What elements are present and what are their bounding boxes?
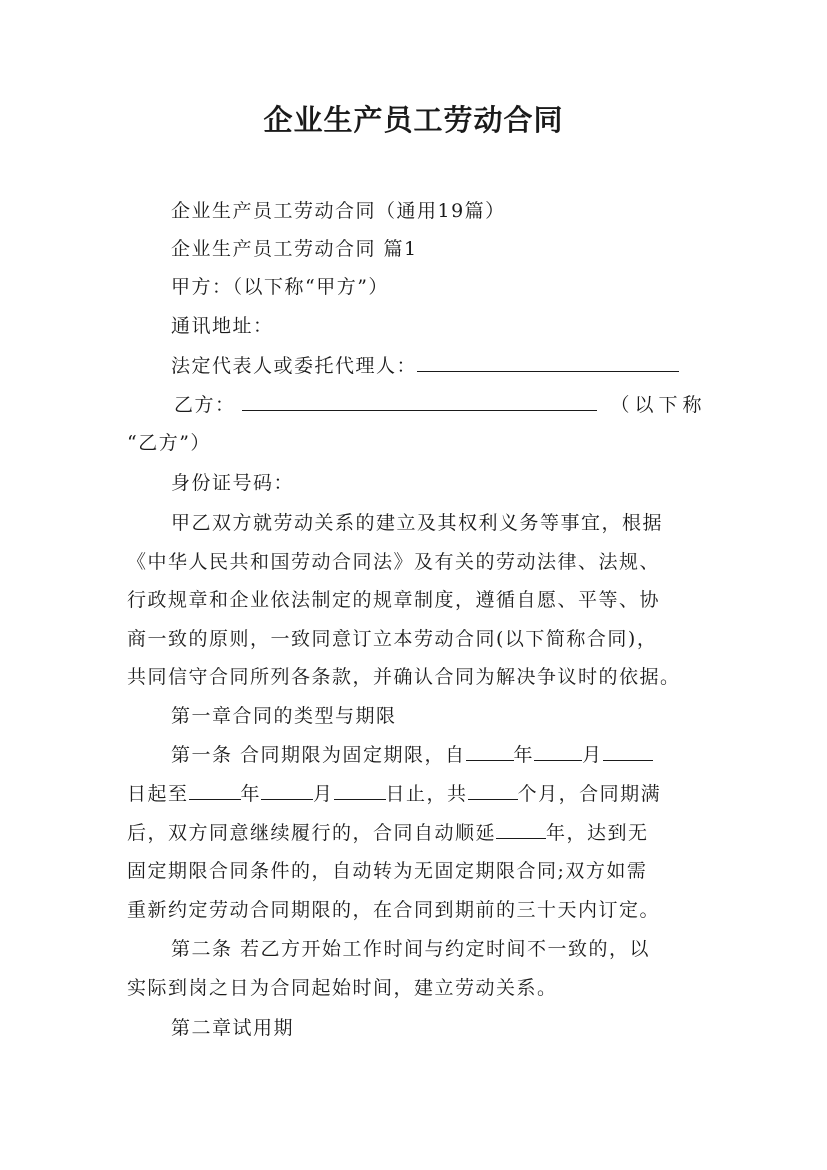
legal-rep-label: 法定代表人或委托代理人：: [171, 355, 418, 377]
address-line: 通讯地址：: [171, 315, 274, 337]
legal-rep-blank: [417, 353, 679, 372]
article-1-line-4: 固定期限合同条件的，自动转为无固定期限合同;双方如需: [127, 860, 648, 882]
party-b-label: 乙方：: [174, 394, 236, 416]
legal-rep-line: [171, 353, 761, 379]
article-1-line-2: [127, 781, 717, 807]
day-until-label: 日止，共: [385, 783, 468, 805]
party-b-blank: [242, 392, 597, 411]
year-label: 年: [513, 744, 535, 766]
part-heading: 企业生产员工劳动合同 篇1: [171, 238, 418, 260]
party-b-line: [174, 392, 764, 418]
month-label: 月: [582, 744, 603, 766]
intro-line: 《中华人民共和国劳动合同法》及有关的劳动法律、法规、: [127, 551, 661, 573]
end-year-blank: [189, 781, 241, 800]
article-2-line: 实际到岗之日为合同起始时间，建立劳动关系。: [127, 977, 558, 999]
party-b-line2: “乙方”）: [127, 432, 211, 454]
article-2-line: 第二条 若乙方开始工作时间与约定时间不一致的，以: [171, 938, 651, 960]
end-month-label: 月: [313, 783, 334, 805]
article-1-line-1: [171, 742, 761, 768]
party-b-suffix: （以下称: [610, 394, 707, 416]
end-year-label: 年: [240, 783, 262, 805]
day-blank: [603, 742, 653, 761]
months-total-label: 个月，合同期满: [517, 783, 662, 805]
auto-extend-suffix: 年，达到无: [546, 822, 649, 844]
document-subtitle: 企业生产员工劳动合同（通用19篇）: [171, 200, 506, 222]
extend-years-blank: [496, 820, 546, 839]
article-1-text: 第一条 合同期限为固定期限，自: [171, 744, 466, 766]
intro-line: 行政规章和企业依法制定的规章制度，遵循自愿、平等、协: [127, 589, 661, 611]
end-day-blank: [334, 781, 386, 800]
year-blank: [466, 742, 514, 761]
intro-line: 共同信守合同所列各条款，并确认合同为解决争议时的依据。: [127, 666, 681, 688]
auto-extend-text: 后，双方同意继续履行的，合同自动顺延: [127, 822, 497, 844]
document-title: 企业生产员工劳动合同: [263, 103, 564, 137]
months-blank: [468, 781, 518, 800]
party-a-line: 甲方：（以下称“甲方”）: [171, 276, 389, 298]
id-number-line: 身份证号码：: [171, 472, 295, 494]
article-1-line-3: [127, 820, 717, 846]
day-from-label: 日起至: [127, 783, 189, 805]
chapter-1-heading: 第一章合同的类型与期限: [171, 705, 397, 727]
intro-line: 商一致的原则，一致同意订立本劳动合同(以下简称合同)，: [127, 628, 658, 650]
chapter-2-heading: 第二章试用期: [171, 1017, 295, 1039]
intro-line: 甲乙双方就劳动关系的建立及其权利义务等事宜，根据: [171, 512, 664, 534]
month-blank: [534, 742, 582, 761]
article-1-line-5: 重新约定劳动合同期限的，在合同到期前的三十天内订定。: [127, 899, 661, 921]
end-month-blank: [261, 781, 313, 800]
